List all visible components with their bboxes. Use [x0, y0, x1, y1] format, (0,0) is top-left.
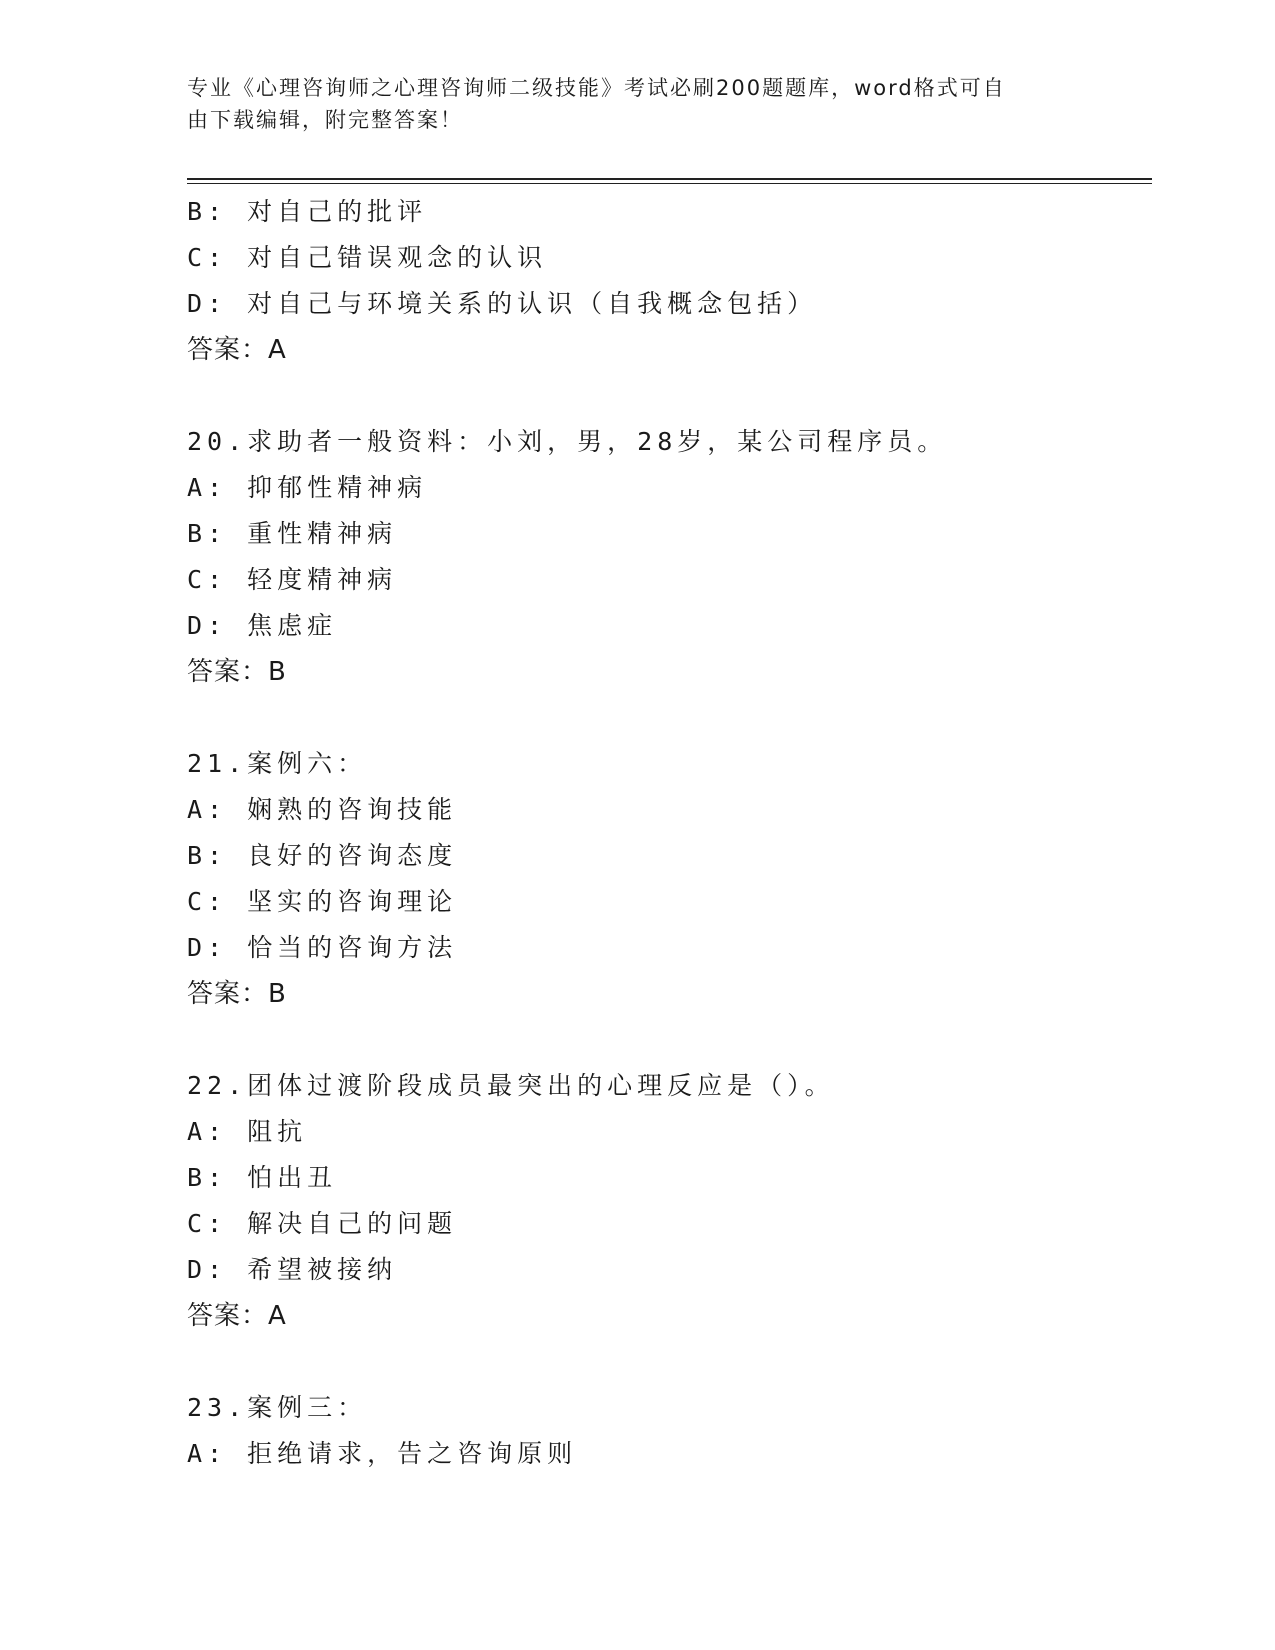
option-a: A: 阻抗: [187, 1117, 308, 1146]
question-20: [187, 419, 1152, 695]
question-21: [187, 741, 1152, 1017]
answer-line: 答案：A: [187, 335, 287, 365]
option-c: C: 轻度精神病: [187, 565, 398, 594]
option-a: A: 拒绝请求，告之咨询原则: [187, 1439, 578, 1468]
question-stem: 21.案例六：: [187, 749, 368, 778]
question-22: [187, 1063, 1152, 1339]
option-b: B: 怕出丑: [187, 1163, 338, 1192]
question-stem: 23.案例三：: [187, 1393, 368, 1422]
question-23: [187, 1385, 1152, 1477]
spacer: [187, 1339, 1152, 1385]
option-c: C: 对自己错误观念的认识: [187, 243, 548, 272]
question-list: [187, 189, 1152, 1477]
question-continued: [187, 189, 1152, 373]
question-stem: 22.团体过渡阶段成员最突出的心理反应是（）。: [187, 1071, 835, 1100]
header-line-1: 专业《心理咨询师之心理咨询师二级技能》考试必刷200题题库，word格式可自: [187, 76, 1006, 100]
option-d: D: 恰当的咨询方法: [187, 933, 458, 962]
option-b: B: 重性精神病: [187, 519, 398, 548]
spacer: [187, 1017, 1152, 1063]
option-c: C: 解决自己的问题: [187, 1209, 458, 1238]
answer-line: 答案：A: [187, 1301, 287, 1331]
header-line-2: 由下载编辑，附完整答案！: [187, 108, 463, 132]
answer-line: 答案：B: [187, 979, 287, 1009]
header-divider-thin: [187, 183, 1152, 184]
spacer: [187, 695, 1152, 741]
option-b: B: 良好的咨询态度: [187, 841, 458, 870]
option-d: D: 希望被接纳: [187, 1255, 398, 1284]
option-d: D: 对自己与环境关系的认识（自我概念包括）: [187, 289, 818, 318]
answer-line: 答案：B: [187, 657, 287, 687]
header-divider-thick: [187, 178, 1152, 180]
option-a: A: 抑郁性精神病: [187, 473, 428, 502]
option-d: D: 焦虑症: [187, 611, 338, 640]
option-a: A: 娴熟的咨询技能: [187, 795, 458, 824]
option-c: C: 坚实的咨询理论: [187, 887, 458, 916]
option-b: B: 对自己的批评: [187, 197, 428, 226]
spacer: [187, 373, 1152, 419]
document-header: [187, 72, 1067, 136]
question-stem: 20.求助者一般资料：小刘，男，28岁，某公司程序员。: [187, 427, 948, 456]
